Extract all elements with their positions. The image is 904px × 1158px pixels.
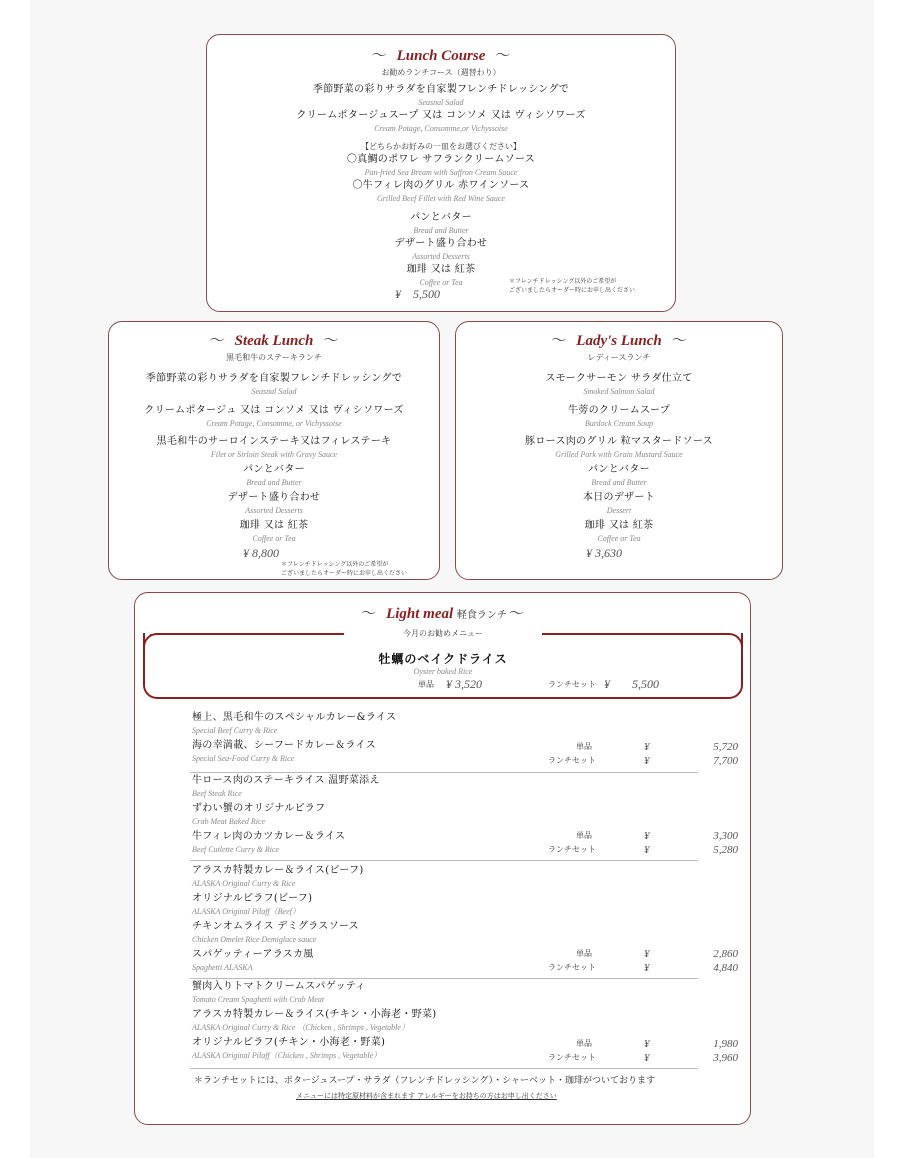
lc-item-en: Bread and Butter [413,226,469,235]
feature-set-yen: ¥ [604,677,610,691]
light-meal-title: 〜 Light meal 軽食ランチ 〜 [361,606,524,622]
ll-item-jp: 本日のデザート [582,492,656,503]
sl-item-en: Seasnal Salad [251,387,297,396]
sl-item-jp: デザート盛り合わせ [227,492,321,503]
menu-item-jp: 海の幸満載、シーフードカレー＆ライス [192,740,376,751]
menu-item [190,1008,698,1036]
feature-set-label: ランチセット [548,680,596,689]
sl-item-jp: クリームポタージュ 又は コンソメ 又は ヴィシソワーズ [144,405,404,416]
single-price: 単品 ¥ 3,300 [576,830,738,842]
feature-label: 今月のお勧めメニュー [403,629,483,638]
menu-group [190,774,738,861]
sl-item-en: Coffee or Tea [252,534,296,543]
menu-item-jp: 極上、黒毛和牛のスペシャルカレー&ライス [192,712,397,723]
ll-item-en: Burdock Cream Soup [584,419,654,428]
ll-item-jp: スモークサーモン サラダ仕立て [545,373,693,384]
lc-item-en: Coffee or Tea [419,278,463,287]
ladys-lunch-subtitle: レディースランチ [587,353,651,362]
ll-item-en: Grilled Pork with Grain Mustard Sauce [555,450,683,459]
set-price: ランチセット ¥ 4,840 [548,962,738,974]
ll-item-en: Coffee or Tea [597,534,641,543]
menu-item-en: Beef Steak Rice [192,789,242,798]
menu-item-en: Crab Meat Baked Rice [192,817,266,826]
menu-item-jp: スパゲッティーアラスカ風 [192,949,314,960]
menu-group [190,711,738,773]
set-price: ランチセット ¥ 5,280 [548,844,738,856]
sl-item-en: Bread and Butter [246,478,302,487]
steak-lunch-card [108,321,440,580]
menu-item [190,802,698,830]
sl-item-en: Cream Potage, Consomme, or Vichyssoise [206,419,342,428]
menu-group [190,980,738,1069]
single-price: 単品 ¥ 2,860 [576,948,738,960]
menu-item-en: Special Beef Curry & Rice [192,726,278,735]
lc-item-en: Pan-fried Sea Bream with Saffron Cream Sauce [364,168,518,177]
set-price: ランチセット ¥ 3,960 [548,1052,738,1064]
menu-item-en: Tomato Cream Spaghetti with Crab Meat [192,995,325,1004]
menu-item-en: ALASKA Original Pilaff（Chicken , Shrimps , Vegetable） [192,1051,382,1060]
lc-item-en: Cream Potage, Consomme,or Vichyssoise [374,124,508,133]
single-price: 単品 ¥ 5,720 [576,741,738,753]
sl-dressing-note: ＊フレンチドレッシング以外のご希望が ございましたらオーダー時にお申し出ください [281,561,408,577]
feature-set-price: 5,500 [632,677,659,691]
lc-choice-note: 【どちらかお好みの一皿をお選びください】 [361,142,521,151]
menu-item-en: Beef Cutlette Curry & Rice [192,845,280,854]
menu-item-jp: 牛ロース肉のステーキライス 温野菜添え [192,775,380,786]
ll-price: ¥ 3,630 [586,546,622,560]
ll-item-jp: 珈琲 又は 紅茶 [584,520,654,531]
sl-item-jp: 季節野菜の彩りサラダを自家製フレンチドレッシングで [145,373,403,384]
lc-item-jp: 季節野菜の彩りサラダを自家製フレンチドレッシングで [312,84,570,95]
sl-item-jp: 珈琲 又は 紅茶 [239,520,309,531]
lc-item-jp: パンとバター [410,212,472,223]
menu-group [190,864,738,979]
menu-item-jp: ずわい蟹のオリジナルピラフ [192,803,326,814]
sl-item-jp: 黒毛和牛のサーロインステーキ又はフィレステーキ [156,436,392,447]
menu-item [190,711,698,739]
lc-dressing-note: ＊フレンチドレッシング以外のご希望が ございましたらオーダー時にお申し出ください [509,278,636,294]
ladys-lunch-title: 〜 Lady's Lunch 〜 [551,333,687,349]
lc-item-jp: 〇真鯛のポワレ サフランクリームソース [346,154,536,165]
sl-price: ¥ 8,800 [243,546,279,560]
lunch-course-subtitle: お勧めランチコース（週替わり） [381,68,501,77]
menu-item-en: Special Sea-Food Curry & Rice [192,754,295,763]
lc-item-jp: 珈琲 又は 紅茶 [406,264,476,275]
menu-item-jp: オリジナルピラフ(チキン・小海老・野菜) [192,1037,386,1048]
menu-item-en: Spaghetti ALASKA [192,963,253,972]
ll-item-en: Smoked Salmon Salad [583,387,655,396]
ll-item-en: Bread and Butter [591,478,647,487]
menu-item-jp: アラスカ特製カレー＆ライス(チキン・小海老・野菜) [192,1009,437,1020]
menu-item-jp: アラスカ特製カレー＆ライス(ビーフ) [192,865,364,876]
steak-lunch-subtitle: 黒毛和牛のステーキランチ [226,353,322,362]
menu-item-jp: チキンオムライス デミグラスソース [192,921,359,932]
menu-item-en: ALASKA Original Curry & Rice （Chicken , Shrimps , Vegetable） [192,1023,409,1032]
set-price: ランチセット ¥ 7,700 [548,755,738,767]
menu-item [190,892,698,920]
menu-item [190,980,698,1008]
menu-item [190,774,698,802]
lc-item-jp: デザート盛り合わせ [394,238,488,249]
ll-item-jp: 豚ロース肉のグリル 粒マスタードソース [525,436,713,447]
menu-item-en: ALASKA Original Curry & Rice [192,879,296,888]
lunch-course-title: 〜 Lunch Course 〜 [371,48,511,64]
allergy-note: メニューには特定原材料が含まれます アレルギーをお持ちの方はお申し出ください [296,1092,557,1100]
lc-price: ¥ 5,500 [395,287,440,301]
menu-item [190,864,698,892]
sl-item-en: Filet or Sirloin Steak with Gravy Sauce [210,450,338,459]
lc-item-en: Seasnal Salad [418,98,464,107]
ll-item-jp: パンとバター [588,464,650,475]
lc-item-jp: クリームポタージュスープ 又は コンソメ 又は ヴィシソワーズ [296,110,586,121]
sl-item-jp: パンとバター [243,464,305,475]
menu-item-en: ALASKA Original Pilaff（Beef） [192,907,300,916]
menu-item [190,920,698,948]
feature-single-label: 単品 [418,680,434,689]
menu-item-jp: 蟹肉入りトマトクリームスパゲッティ [192,981,366,992]
lc-item-jp: 〇牛フィレ肉のグリル 赤ワインソース [352,180,530,191]
menu-item-jp: オリジナルピラフ(ビーフ) [192,893,313,904]
lc-item-en: Grilled Beef Fillet with Red Wine Sauce [377,194,505,203]
single-price: 単品 ¥ 1,980 [576,1038,738,1050]
feature-item-en: Oyster baked Rice [413,667,473,676]
sl-item-en: Assorted Desserts [245,506,303,515]
ll-item-en: Dessert [606,506,632,515]
feature-item-jp: 牡蠣のベイクドライス [378,652,508,666]
lunch-set-footnote: ＊ランチセットには、ポタージュスープ・サラダ（フレンチドレッシング）・シャーベット・珈琲がついております [194,1076,655,1086]
menu-item-jp: 牛フィレ肉のカツカレー＆ライス [192,831,346,842]
ll-item-jp: 牛蒡のクリームスープ [568,405,670,416]
lunch-course-card [206,34,676,312]
menu-item-en: Chicken Omelet Rice Demiglace sauce [192,935,317,944]
steak-lunch-title: 〜 Steak Lunch 〜 [209,333,339,349]
ladys-lunch-card [455,321,783,580]
feature-single-price: ¥ 3,520 [446,677,482,691]
lc-item-en: Assorted Desserts [412,252,470,261]
